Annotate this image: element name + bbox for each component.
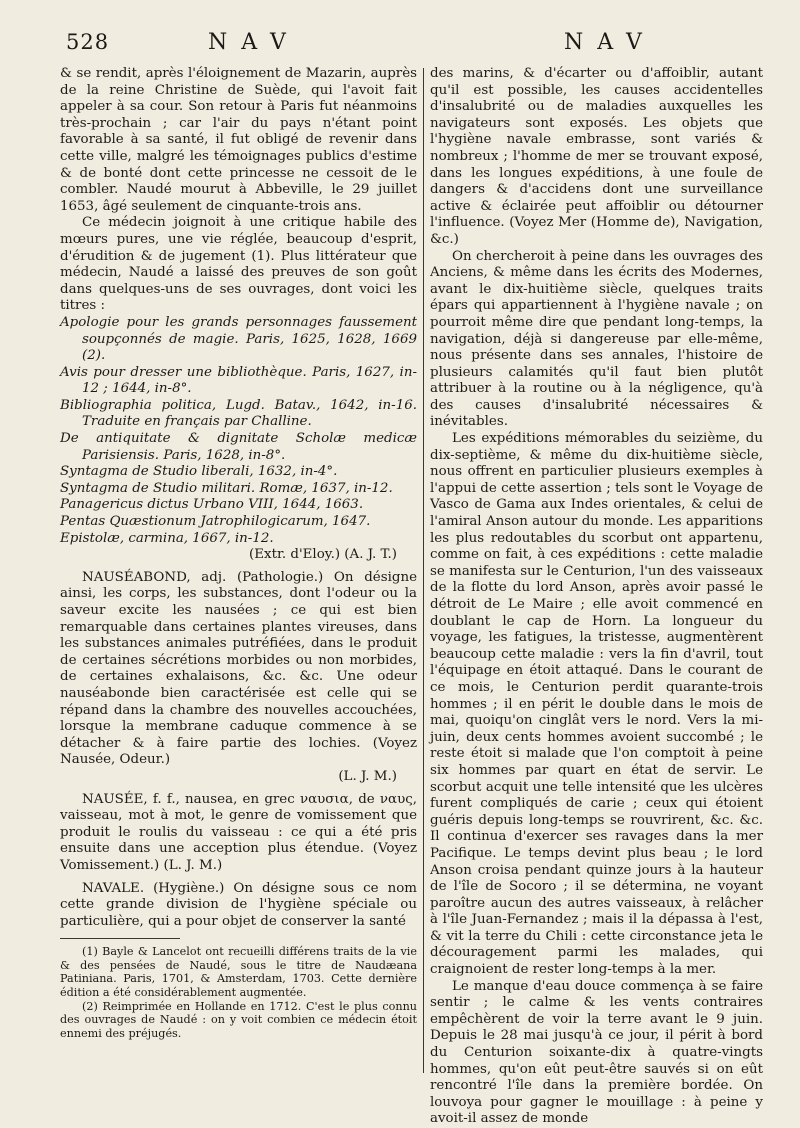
work-title: Pentas Quæstionum Jatrophilogicarum, 1647. bbox=[60, 514, 371, 530]
left-column bbox=[60, 66, 417, 1040]
work-title: Apologie pour les grands personnages faussement soupçonnés de magie. Paris, 1625, 1628, 1669 (2). bbox=[60, 314, 417, 364]
entry-navale: NAVALE. (Hygiène.) On désigne sous ce nom cette grande division de l'hygiène spéciale ou particulière, qui a pour objet de conserver la santé bbox=[60, 880, 417, 929]
entry-nauseabond: NAUSÉABOND, adj. (Pathologie.) On désigne ainsi, les corps, les substances, dont l'odeur ou la saveur excite les nausées ; ce qui est bien remarquable dans certaines plantes vireuses, dans les substances animales putréfiées, dans le produit de certaines sécrétions morbides ou non morbides, de certaines exhalaisons, &c. &c. Une odeur nauséabonde bien caractérisée est celle qui se répand dans la chambre des nouvelles accouchées, lorsque la membrane caduque commence à se détacher & à faire partie des lochies. (Voyez Nausée, Odeur.) bbox=[60, 569, 417, 768]
navale-expeditions-paragraph: Les expéditions mémorables du seizième, du dix-septième, & même du dix-huitième siècle, nous offrent en particulier plusieurs exemples à l'appui de cette assertion ; tels sont le Voyage de Vasco de Gama aux Indes orientales, & celui de l'amiral Anson autour du monde. Les apparitions les plus redoutables du scorbut ont appartenu, comme on fait, à ces expéditions : cette maladie se manifesta sur le Centurion, l'un des vaisseaux de la flotte du lord Anson, après avoir passé le détroit de Le Maire ; elle avoit commencé en doublant le cap de Horn. La longueur du voyage, les fatigues, la tristesse, augmentèrent beaucoup cette maladie : vers la fin d'avril, tout l'équipage en étoit attaqué. Dans le courant de ce mois, le Centurion perdit quarante-trois hommes ; il en périt le double dans le mois de mai, quoiqu'on cinglât vers le nord. Vers la mi-juin, deux cents hommes avoient succombé ; le reste étoit si malade que l'on comptoit à peine six hommes par quart en état de servir. Le scorbut acquit une telle intensité que les ulcères furent compliqués de carie ; ceux qui étoient guéris depuis long-temps se rouvrirent, &c. &c. Il continua d'exercer ses ravages dans la mer Pacifique. Le temps devint plus beau ; le lord Anson croisa pendant quinze jours à la hauteur de l'île de Socoro ; il se détermina, ne voyant paroître aucun des autres vaisseaux, à relâcher à l'île Juan-Fernandez ; mais il la dépassa à l'est, & vit la terre du Chili : cette circonstance jeta le découragement parmi les malades, qui craignoient de rester long-temps à la mer. bbox=[430, 431, 763, 978]
footnote-divider bbox=[60, 938, 180, 939]
page-number: 528 bbox=[66, 30, 110, 54]
page-header bbox=[0, 30, 800, 64]
navale-continued: des marins, & d'écarter ou d'affoiblir, autant qu'il est possible, les causes accidentelles d'insalubrité ou de maladies auxquelles les navigateurs sont exposés. Les objets que l'hygiène navale embrasse, sont variés & nombreux ; l'homme de mer se trouvant exposé, dans les longues expéditions, à une foule de dangers & d'accidens dont une surveillance active & éclairée peut affoiblir ou détourner l'influence. (Voyez Mer (Homme de), Navigation, &c.) bbox=[430, 66, 763, 247]
navale-history-paragraph: On chercheroit à peine dans les ouvrages des Anciens, & même dans les écrits des Modernes, avant le dix-huitième siècle, quelques traits épars qui appartiennent à l'hygiène navale ; on pourroit même dire que pendant long-temps, la navigation, déjà si dangereuse par elle-même, nous présente dans ses annales, l'histoire de plusieurs calamités qu'il faut bien plutôt attribuer à la routine ou à la négligence, qu'à des causes d'insalubrité nécessaires & inévitables. bbox=[430, 248, 763, 430]
work-title: De antiquitate & dignitate Scholæ medicæ Parisiensis. Paris, 1628, in-8°. bbox=[60, 431, 417, 463]
naude-works-list bbox=[60, 315, 417, 547]
running-head-right: NAV bbox=[564, 30, 656, 55]
work-title: Avis pour dresser une bibliothèque. Paris, 1627, in-12 ; 1644, in-8°. bbox=[60, 364, 417, 397]
work-title: Panagericus dictus Urbano VIII, 1644, 1663. bbox=[60, 497, 364, 513]
work-title: Syntagma de Studio militari. Romæ, 1637, in-12. bbox=[60, 480, 393, 496]
naude-bio-paragraph: & se rendit, après l'éloignement de Mazarin, auprès de la reine Christine de Suède, qui l'avoit fait appeler à sa cour. Son retour à Paris fut néanmoins très-prochain ; car l'air du pays n'étant point favorable à sa santé, il fut obligé de revenir dans cette ville, malgré les témoignages publics d'estime & de bonté dont cette princesse ne cessoit de le combler. Naudé mourut à Abbeville, le 29 juillet 1653, âgé seulement de cinquante-trois ans. bbox=[60, 66, 417, 214]
work-title: Syntagma de Studio liberali, 1632, in-4°. bbox=[60, 464, 338, 480]
column-rule bbox=[423, 68, 424, 1073]
work-title: Epistolæ, carmina, 1667, in-12. bbox=[60, 530, 274, 546]
running-head-left: NAV bbox=[208, 30, 300, 55]
source-signature: (Extr. d'Eloy.) (A. J. T.) bbox=[249, 547, 397, 563]
right-column bbox=[430, 66, 763, 1128]
author-signature: (L. J. M.) bbox=[338, 768, 397, 784]
footnote-2: (2) Reimprimée en Hollande en 1712. C'est le plus connu des ouvrages de Naudé : on y voit combien ce médecin étoit ennemi des préjugés. bbox=[60, 999, 417, 1040]
footnote-1: (1) Bayle & Lancelot ont recueilli différens traits de la vie & des pensées de Naudé, sous le titre de Naudæana Patiniana. Paris, 1701, & Amsterdam, 1703. Cette dernière édition a été considérablement augmentée. bbox=[60, 945, 417, 1000]
naude-works-intro: Ce médecin joignoit à une critique habile des mœurs pures, une vie réglée, beaucoup d'esprit, d'érudition & de jugement (1). Plus littérateur que médecin, Naudé a laissé des preuves de son goût dans quelques-uns de ses ouvrages, dont voici les titres : bbox=[60, 215, 417, 314]
entry-nausee: NAUSÉE, f. f., nausea, en grec ναυσια, de ναυς, vaisseau, mot à mot, le genre de vomissement que produit le roulis du vaisseau : ce qui a été pris ensuite dans une acception plus étendue. (Voyez Vomissement.) (L. J. M.) bbox=[60, 791, 417, 873]
navale-fresh-water-paragraph: Le manque d'eau douce commença à se faire sentir ; le calme & les vents contraires empêchèrent de voir la terre avant le 9 juin. Depuis le 28 mai jusqu'à ce jour, il périt à bord du Centurion soixante-dix à quatre-vingts hommes, qu'on eût peut-être sauvés si on eût rencontré l'île dans la première bordée. On louvoya pour gagner le mouillage : à peine y avoit-il assez de monde bbox=[430, 978, 763, 1127]
work-title: Bibliographia politica, Lugd. Batav., 1642, in-16. Traduite en français par Challine. bbox=[60, 397, 417, 430]
